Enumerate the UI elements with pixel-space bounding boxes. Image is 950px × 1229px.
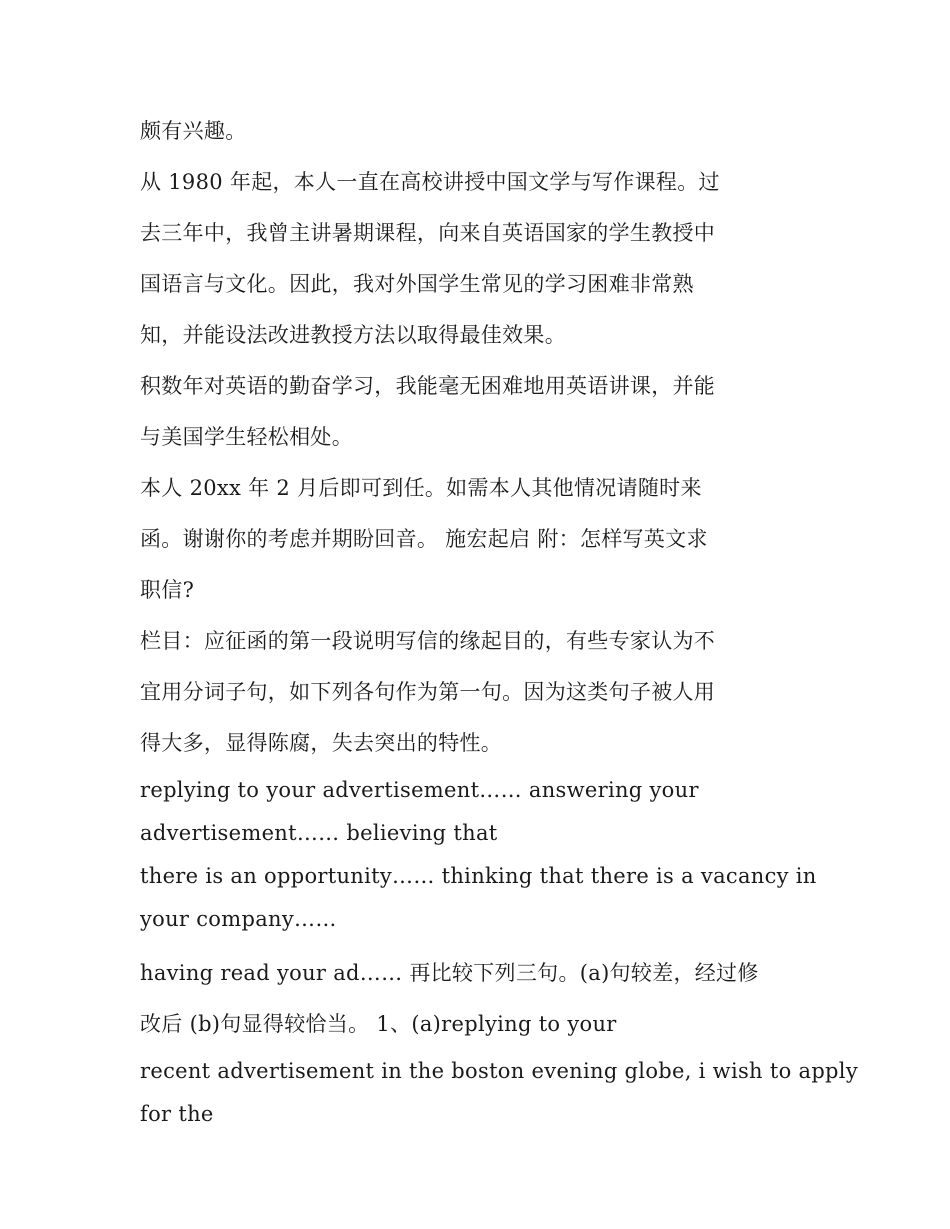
document-body bbox=[140, 106, 858, 1136]
text-line: replying to your advertisement…… answering your bbox=[140, 778, 699, 802]
text-line: 颇有兴趣。 bbox=[140, 119, 247, 143]
text-line: 改后 (b)句显得较恰当。 1、(a)replying to your bbox=[140, 1012, 617, 1036]
text-line: having read your ad…… 再比较下列三句。(a)句较差，经过修 bbox=[140, 961, 759, 985]
text-line: 函。谢谢你的考虑并期盼回音。 施宏起启 附：怎样写英文求 bbox=[140, 527, 708, 551]
text-line: advertisement…… believing that bbox=[140, 821, 498, 845]
text-line: 宜用分词子句，如下列各句作为第一句。因为这类句子被人用 bbox=[140, 680, 716, 704]
text-line: 国语言与文化。因此，我对外国学生常见的学习困难非常熟 bbox=[140, 272, 694, 296]
text-line: recent advertisement in the boston evening globe, i wish to apply bbox=[140, 1059, 858, 1083]
text-line: 栏目：应征函的第一段说明写信的缘起目的，有些专家认为不 bbox=[140, 629, 716, 653]
text-line: there is an opportunity…… thinking that there is a vacancy in bbox=[140, 864, 817, 888]
text-line: 知，并能设法改进教授方法以取得最佳效果。 bbox=[140, 323, 566, 347]
text-line: 本人 20xx 年 2 月后即可到任。如需本人其他情况请随时来 bbox=[140, 476, 702, 500]
text-line: 积数年对英语的勤奋学习，我能毫无困难地用英语讲课，并能 bbox=[140, 374, 716, 398]
text-line: 与美国学生轻松相处。 bbox=[140, 425, 353, 449]
text-line: your company…… bbox=[140, 907, 337, 931]
text-line: 从 1980 年起，本人一直在高校讲授中国文学与写作课程。过 bbox=[140, 170, 720, 194]
text-line: 去三年中，我曾主讲暑期课程，向来自英语国家的学生教授中 bbox=[140, 221, 716, 245]
text-line: for the bbox=[140, 1102, 214, 1126]
text-line: 职信? bbox=[140, 578, 195, 602]
text-line: 得大多，显得陈腐，失去突出的特性。 bbox=[140, 731, 503, 755]
